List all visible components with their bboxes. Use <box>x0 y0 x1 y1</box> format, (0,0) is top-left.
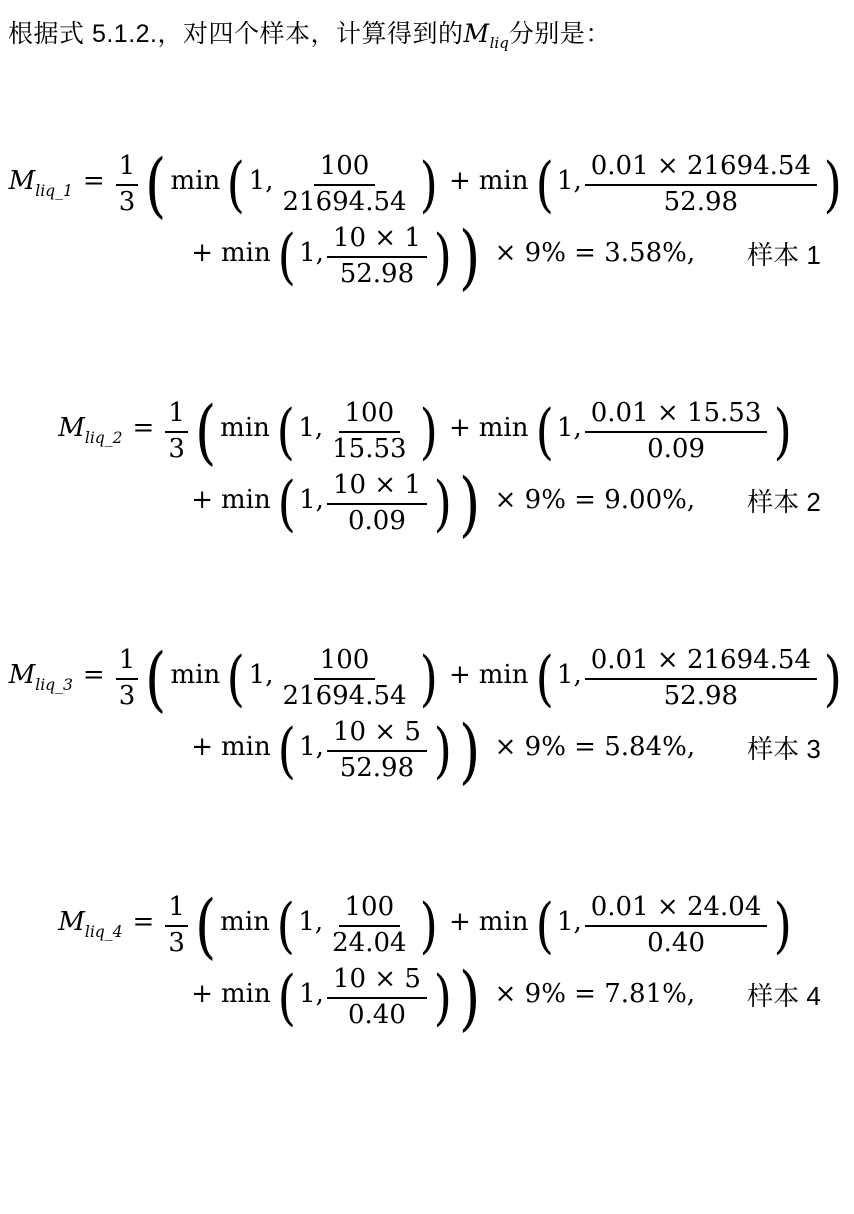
equation-line-1 <box>0 638 854 720</box>
numerator: 0.01 × 21694.54 <box>585 645 817 680</box>
close-paren: ) <box>773 397 793 467</box>
denominator: 0.40 <box>347 1000 406 1030</box>
close-paren: ) <box>419 397 438 467</box>
numerator: 10 × 5 <box>327 717 427 752</box>
plus-sign: + <box>191 485 213 515</box>
equations-container <box>0 144 854 1039</box>
denominator: 52.98 <box>339 753 415 783</box>
numerator: 1 <box>165 398 188 433</box>
open-paren: ( <box>276 397 295 467</box>
close-paren: ) <box>823 150 842 220</box>
denominator: 3 <box>118 187 136 217</box>
min-function: min <box>478 907 529 937</box>
open-paren: ( <box>276 891 295 961</box>
result-text: × 9% = 7.81%, <box>494 979 696 1009</box>
open-paren: ( <box>535 891 554 961</box>
variable-m: M <box>58 413 85 443</box>
result-text: × 9% = 5.84%, <box>494 732 696 762</box>
equation-block <box>0 391 854 545</box>
coefficient-fraction <box>165 398 188 465</box>
fraction-1 <box>277 151 413 218</box>
numerator: 10 × 1 <box>327 223 427 258</box>
denominator: 52.98 <box>339 259 415 289</box>
denominator: 15.53 <box>332 434 407 464</box>
intro-m-variable <box>463 19 509 53</box>
variable-subscript: liq_3 <box>35 675 73 694</box>
min-function: min <box>220 413 270 443</box>
one-comma: 1, <box>298 413 324 443</box>
lhs-variable <box>58 413 123 447</box>
denominator: 0.09 <box>647 434 705 464</box>
numerator: 100 <box>339 892 401 927</box>
lhs-variable <box>8 660 73 694</box>
one-comma: 1, <box>298 907 324 937</box>
min-function: min <box>220 907 270 937</box>
min-function: min <box>170 166 221 196</box>
plus-sign: + <box>448 413 471 443</box>
equation-line-2 <box>0 957 854 1039</box>
one-comma: 1, <box>299 485 324 515</box>
close-paren-outer: ) <box>459 463 481 545</box>
equals-sign: = <box>132 413 155 443</box>
numerator: 0.01 × 15.53 <box>585 398 768 433</box>
variable-m: M <box>8 660 36 690</box>
fraction-2 <box>585 892 768 959</box>
intro-text <box>0 0 854 53</box>
result-text: × 9% = 3.58%, <box>494 238 696 268</box>
denominator: 21694.54 <box>282 681 407 711</box>
one-comma: 1, <box>248 166 274 196</box>
denominator: 3 <box>168 928 185 958</box>
open-paren: ( <box>277 222 296 292</box>
equation-line-2 <box>0 710 854 792</box>
denominator: 21694.54 <box>282 187 407 217</box>
equation-line-1 <box>0 885 854 967</box>
equation-line-1 <box>0 391 854 473</box>
sample-label: 样本 2 <box>747 486 821 517</box>
plus-sign: + <box>448 166 471 196</box>
denominator: 24.04 <box>332 928 407 958</box>
denominator: 0.40 <box>647 928 705 958</box>
open-paren: ( <box>535 644 554 714</box>
min-function: min <box>478 660 529 690</box>
plus-sign: + <box>448 907 471 937</box>
close-paren: ) <box>419 150 438 220</box>
numerator: 0.01 × 24.04 <box>585 892 768 927</box>
fraction-1 <box>326 398 412 465</box>
numerator: 1 <box>116 645 139 680</box>
numerator: 1 <box>165 892 188 927</box>
variable-m: M <box>58 907 85 937</box>
lhs-variable <box>8 166 73 200</box>
fraction-2 <box>585 645 817 712</box>
one-comma: 1, <box>556 660 582 690</box>
open-paren: ( <box>535 397 554 467</box>
fraction-1 <box>326 892 412 959</box>
numerator: 0.01 × 21694.54 <box>585 151 817 186</box>
fraction-3 <box>327 717 427 784</box>
result-text: × 9% = 9.00%, <box>494 485 696 515</box>
coefficient-fraction <box>116 645 139 712</box>
open-paren: ( <box>277 963 296 1033</box>
lhs-variable <box>58 907 123 941</box>
variable-m: M <box>8 166 36 196</box>
sample-label: 样本 4 <box>747 980 821 1011</box>
one-comma: 1, <box>299 238 324 268</box>
equals-sign: = <box>82 660 105 690</box>
open-paren-outer: ( <box>145 144 167 226</box>
one-comma: 1, <box>299 979 324 1009</box>
variable-m: M <box>463 19 490 48</box>
plus-sign: + <box>191 732 213 762</box>
plus-sign: + <box>448 660 471 690</box>
open-paren: ( <box>226 644 246 714</box>
fraction-3 <box>327 470 427 537</box>
denominator: 52.98 <box>663 187 739 217</box>
close-paren: ) <box>433 716 452 786</box>
min-function: min <box>220 979 271 1009</box>
open-paren: ( <box>277 469 296 539</box>
close-paren: ) <box>823 644 842 714</box>
close-paren: ) <box>433 469 452 539</box>
numerator: 10 × 5 <box>327 964 427 999</box>
one-comma: 1, <box>556 907 582 937</box>
open-paren-outer: ( <box>145 638 167 720</box>
one-comma: 1, <box>299 732 324 762</box>
fraction-2 <box>585 398 768 465</box>
one-comma: 1, <box>248 660 274 690</box>
numerator: 10 × 1 <box>327 470 427 505</box>
min-function: min <box>170 660 221 690</box>
fraction-3 <box>327 223 427 290</box>
close-paren: ) <box>773 891 793 961</box>
intro-suffix: 分别是： <box>508 20 611 48</box>
variable-subscript: liq_1 <box>35 181 73 200</box>
coefficient-fraction <box>116 151 139 218</box>
min-function: min <box>220 238 271 268</box>
denominator: 3 <box>118 681 136 711</box>
fraction-3 <box>327 964 427 1031</box>
sample-label: 样本 1 <box>747 239 821 270</box>
sample-label: 样本 3 <box>747 733 821 764</box>
numerator: 100 <box>339 398 401 433</box>
coefficient-fraction <box>165 892 188 959</box>
numerator: 100 <box>314 151 376 186</box>
close-paren-outer: ) <box>459 957 481 1039</box>
variable-subscript: liq <box>489 34 509 53</box>
equation-line-1 <box>0 144 854 226</box>
variable-subscript: liq_4 <box>84 922 123 941</box>
min-function: min <box>220 732 271 762</box>
denominator: 52.98 <box>663 681 739 711</box>
equation-block <box>0 144 854 298</box>
min-function: min <box>478 166 529 196</box>
plus-sign: + <box>191 238 213 268</box>
one-comma: 1, <box>556 413 582 443</box>
intro-prefix: 根据式 5.1.2.，对四个样本，计算得到的 <box>8 20 464 48</box>
one-comma: 1, <box>556 166 582 196</box>
close-paren-outer: ) <box>459 216 481 298</box>
denominator: 3 <box>168 434 185 464</box>
open-paren: ( <box>226 150 246 220</box>
numerator: 100 <box>314 645 376 680</box>
variable-subscript: liq_2 <box>84 428 123 447</box>
open-paren: ( <box>535 150 554 220</box>
fraction-1 <box>277 645 413 712</box>
fraction-2 <box>585 151 817 218</box>
close-paren: ) <box>419 644 438 714</box>
numerator: 1 <box>116 151 139 186</box>
close-paren-outer: ) <box>459 710 481 792</box>
open-paren-outer: ( <box>194 885 217 967</box>
min-function: min <box>478 413 529 443</box>
equation-block <box>0 885 854 1039</box>
min-function: min <box>220 485 271 515</box>
plus-sign: + <box>191 979 213 1009</box>
denominator: 0.09 <box>347 506 406 536</box>
close-paren: ) <box>433 222 452 292</box>
equals-sign: = <box>132 907 155 937</box>
close-paren: ) <box>433 963 452 1033</box>
open-paren-outer: ( <box>194 391 217 473</box>
open-paren: ( <box>277 716 296 786</box>
close-paren: ) <box>419 891 438 961</box>
equation-line-2 <box>0 216 854 298</box>
equation-line-2 <box>0 463 854 545</box>
equals-sign: = <box>82 166 105 196</box>
equation-block <box>0 638 854 792</box>
